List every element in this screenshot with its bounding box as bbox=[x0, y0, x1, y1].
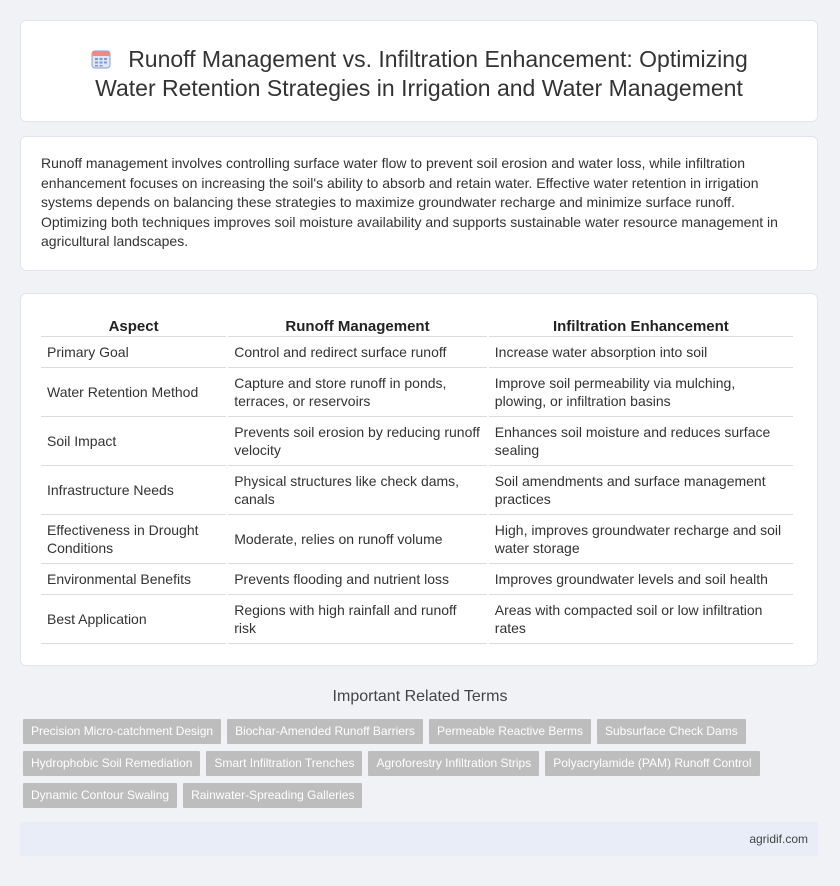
cell-runoff: Capture and store runoff in ponds, terraces, or reservoirs bbox=[228, 368, 487, 417]
table-header-row bbox=[41, 314, 793, 337]
table-row bbox=[41, 595, 793, 644]
header-runoff-management: Runoff Management bbox=[228, 314, 487, 337]
cell-runoff: Prevents flooding and nutrient loss bbox=[228, 564, 487, 595]
cell-runoff: Prevents soil erosion by reducing runoff velocity bbox=[228, 417, 487, 466]
cell-aspect: Effectiveness in Drought Conditions bbox=[41, 515, 226, 564]
related-term-tag[interactable]: Permeable Reactive Berms bbox=[429, 719, 591, 744]
footer-site-link[interactable]: agridif.com bbox=[749, 832, 808, 846]
cell-aspect: Primary Goal bbox=[41, 337, 226, 368]
table-row bbox=[41, 515, 793, 564]
cell-infiltration: Areas with compacted soil or low infiltration rates bbox=[489, 595, 793, 644]
cell-runoff: Moderate, relies on runoff volume bbox=[228, 515, 487, 564]
cell-infiltration: High, improves groundwater recharge and soil water storage bbox=[489, 515, 793, 564]
calendar-icon bbox=[90, 48, 112, 70]
summary-text: Runoff management involves controlling surface water flow to prevent soil erosion and water loss, while infiltration enhancement focuses on increasing the soil's ability to absorb and retain water. Effective water retention in irrigation systems depends on balancing these strategies to maximize groundwater recharge and minimize surface runoff. Optimizing both techniques improves soil moisture availability and supports sustainable water resource management in agricultural landscapes. bbox=[41, 155, 778, 249]
cell-infiltration: Enhances soil moisture and reduces surface sealing bbox=[489, 417, 793, 466]
cell-runoff: Control and redirect surface runoff bbox=[228, 337, 487, 368]
related-terms-section bbox=[0, 688, 840, 706]
cell-runoff: Physical structures like check dams, canals bbox=[228, 466, 487, 515]
related-terms-title: Important Related Terms bbox=[332, 688, 508, 705]
cell-infiltration: Soil amendments and surface management practices bbox=[489, 466, 793, 515]
related-term-tag[interactable]: Precision Micro-catchment Design bbox=[23, 719, 221, 744]
cell-aspect: Infrastructure Needs bbox=[41, 466, 226, 515]
cell-aspect: Environmental Benefits bbox=[41, 564, 226, 595]
footer bbox=[20, 822, 818, 856]
table-row bbox=[41, 564, 793, 595]
cell-infiltration: Increase water absorption into soil bbox=[489, 337, 793, 368]
related-term-tag[interactable]: Biochar-Amended Runoff Barriers bbox=[227, 719, 423, 744]
header-infiltration-enhancement: Infiltration Enhancement bbox=[489, 314, 793, 337]
title-line-2: Water Retention Strategies in Irrigation and Water Management bbox=[95, 75, 743, 101]
related-term-tag[interactable]: Subsurface Check Dams bbox=[597, 719, 746, 744]
title-card bbox=[20, 20, 818, 122]
cell-aspect: Soil Impact bbox=[41, 417, 226, 466]
related-term-tag[interactable]: Smart Infiltration Trenches bbox=[206, 751, 362, 776]
cell-infiltration: Improve soil permeability via mulching, plowing, or infiltration basins bbox=[489, 368, 793, 417]
table-row bbox=[41, 337, 793, 368]
cell-runoff: Regions with high rainfall and runoff risk bbox=[228, 595, 487, 644]
cell-aspect: Best Application bbox=[41, 595, 226, 644]
related-term-tag[interactable]: Rainwater-Spreading Galleries bbox=[183, 783, 362, 808]
table-row bbox=[41, 466, 793, 515]
related-term-tag[interactable]: Polyacrylamide (PAM) Runoff Control bbox=[545, 751, 759, 776]
related-term-tag[interactable]: Hydrophobic Soil Remediation bbox=[23, 751, 200, 776]
title-line-1: Runoff Management vs. Infiltration Enhancement: Optimizing bbox=[128, 46, 748, 72]
comparison-table bbox=[39, 314, 795, 644]
cell-infiltration: Improves groundwater levels and soil health bbox=[489, 564, 793, 595]
cell-aspect: Water Retention Method bbox=[41, 368, 226, 417]
page-title bbox=[21, 45, 817, 103]
comparison-table-card bbox=[20, 293, 818, 666]
related-term-tag[interactable]: Agroforestry Infiltration Strips bbox=[368, 751, 539, 776]
table-row bbox=[41, 417, 793, 466]
related-terms-tags bbox=[23, 719, 813, 815]
header-aspect: Aspect bbox=[41, 314, 226, 337]
summary-card bbox=[20, 136, 818, 271]
table-row bbox=[41, 368, 793, 417]
related-term-tag[interactable]: Dynamic Contour Swaling bbox=[23, 783, 177, 808]
